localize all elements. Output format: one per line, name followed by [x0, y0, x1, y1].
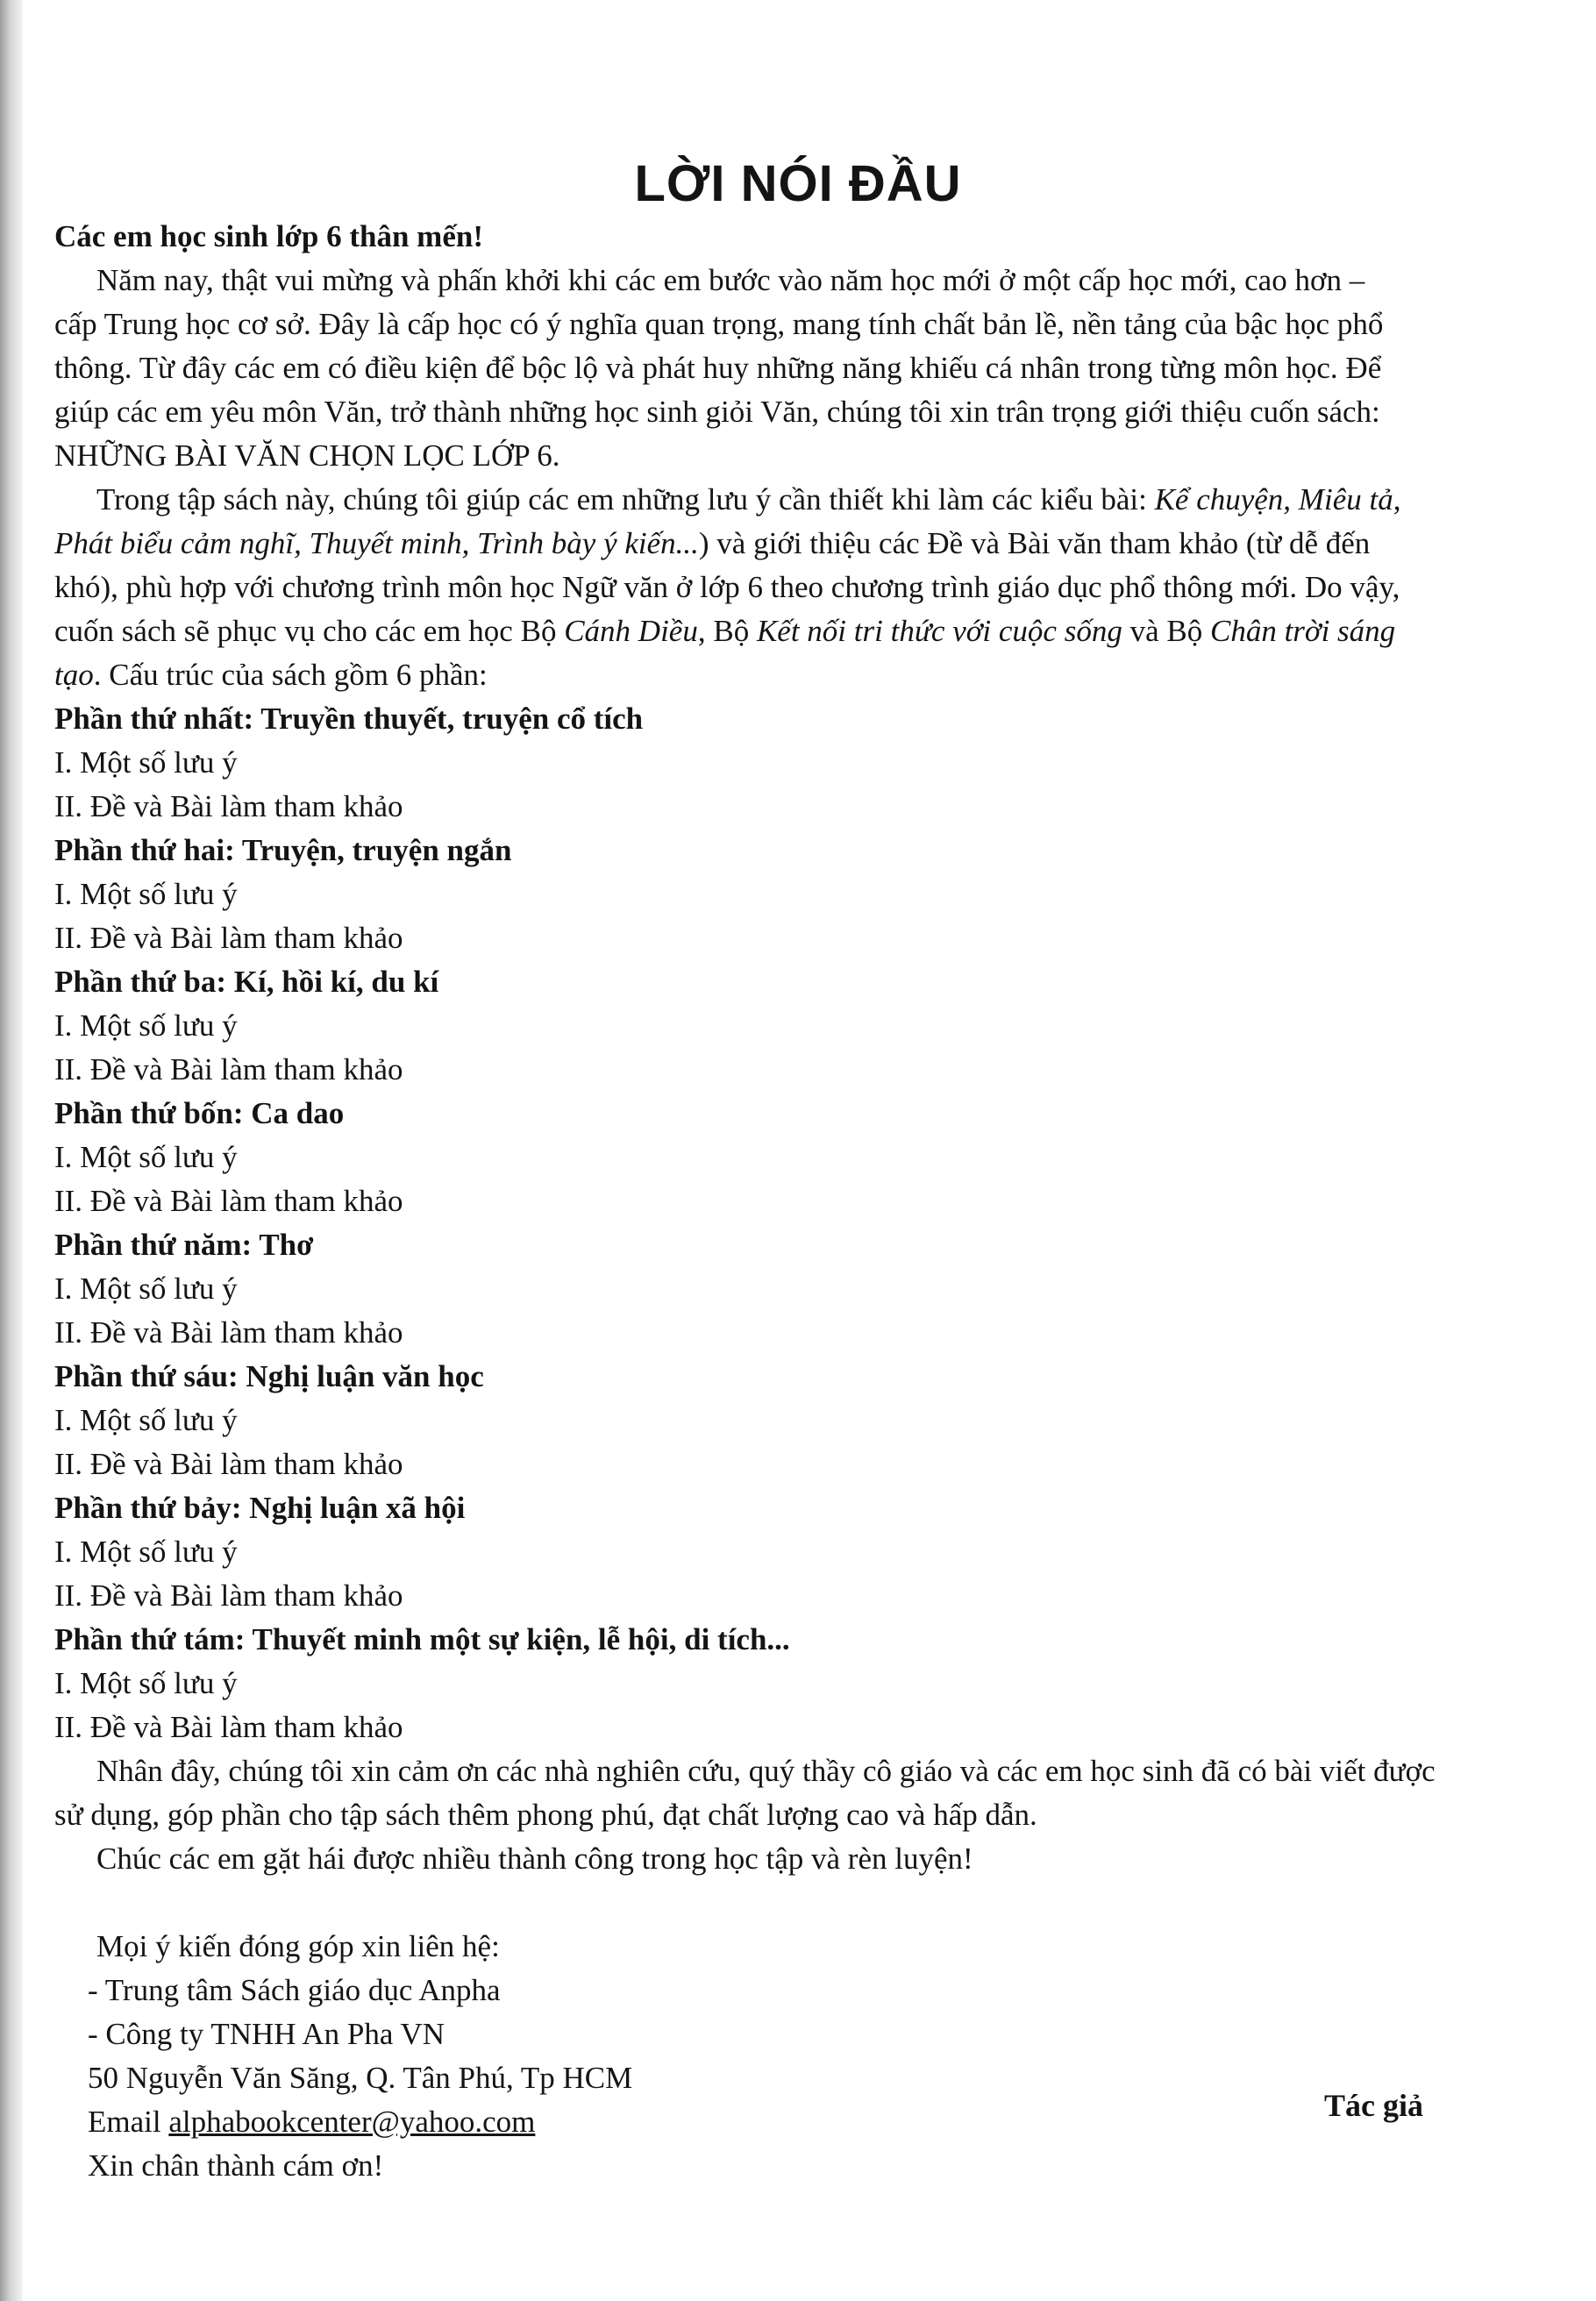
part-heading: Phần thứ bốn: Ca dao — [54, 1096, 345, 1130]
part-item: I. Một số lưu ý — [54, 1666, 238, 1700]
text-run: Trong tập sách này, chúng tôi giúp các em những lưu ý cần thiết khi làm các kiểu bài: — [96, 482, 1155, 516]
author-signature: Tác giả — [1324, 2088, 1423, 2123]
part-item: I. Một số lưu ý — [54, 1140, 238, 1174]
part-heading: Phần thứ sáu: Nghị luận văn học — [54, 1359, 484, 1393]
part-heading: Phần thứ ba: Kí, hồi kí, du kí — [54, 965, 439, 999]
italic-run: Phát biểu cảm nghĩ, Thuyết minh, Trình bày ý kiến... — [54, 526, 699, 560]
part-section — [54, 1355, 1532, 1486]
part-section — [54, 960, 1532, 1092]
part-section — [54, 697, 1532, 829]
book-spine-shadow — [0, 0, 23, 2301]
part-item: I. Một số lưu ý — [54, 745, 238, 780]
text-run: và Bộ — [1122, 614, 1210, 648]
part-section — [54, 829, 1532, 960]
closing-line: sử dụng, góp phần cho tập sách thêm phong phú, đạt chất lượng cao và hấp dẫn. — [54, 1798, 1037, 1832]
document-body — [54, 215, 1532, 2188]
part-item: I. Một số lưu ý — [54, 1403, 238, 1437]
part-heading: Phần thứ tám: Thuyết minh một sự kiện, lễ hội, di tích... — [54, 1622, 790, 1656]
italic-run: Kết nối tri thức với cuộc sống — [756, 614, 1122, 648]
italic-run: tạo — [54, 658, 94, 692]
greeting: Các em học sinh lớp 6 thân mến! — [54, 219, 483, 253]
email-label: Email — [88, 2105, 169, 2139]
part-item: II. Đề và Bài làm tham khảo — [54, 1710, 403, 1744]
intro-p2-line — [54, 522, 1532, 566]
text-run: . Cấu trúc của sách gồm 6 phần: — [93, 658, 488, 692]
part-section — [54, 1486, 1532, 1618]
intro-paragraph-1 — [54, 259, 1532, 478]
italic-run: Chân trời sáng — [1209, 614, 1396, 648]
intro-p2-line — [54, 478, 1532, 522]
italic-run: Kể chuyện, Miêu tả, — [1154, 482, 1401, 516]
intro-p1-line: NHỮNG BÀI VĂN CHỌN LỌC LỚP 6. — [54, 438, 560, 473]
email-link[interactable]: alphabookcenter@yahoo.com — [168, 2105, 536, 2139]
contact-address: 50 Nguyễn Văn Săng, Q. Tân Phú, Tp HCM — [88, 2061, 633, 2095]
parts-list — [54, 697, 1532, 1749]
part-item: I. Một số lưu ý — [54, 1535, 238, 1569]
contact-org: - Công ty TNHH An Pha VN — [88, 2017, 445, 2051]
contact-block — [54, 1925, 1532, 2188]
part-item: II. Đề và Bài làm tham khảo — [54, 1052, 403, 1086]
intro-p1-line: cấp Trung học cơ sở. Đây là cấp học có ý nghĩa quan trọng, mang tính chất bản lề, nền tảng của bậc học phổ — [54, 307, 1384, 341]
intro-p1-line: Năm nay, thật vui mừng và phấn khởi khi các em bước vào năm học mới ở một cấp học mới, cao hơn – — [96, 263, 1365, 297]
part-item: I. Một số lưu ý — [54, 1008, 238, 1043]
contact-intro: Mọi ý kiến đóng góp xin liên hệ: — [96, 1929, 500, 1963]
page-title: LỜI NÓI ĐẦU — [634, 155, 962, 212]
contact-org: - Trung tâm Sách giáo dục Anpha — [88, 1973, 501, 2007]
part-heading: Phần thứ bảy: Nghị luận xã hội — [54, 1491, 466, 1525]
text-run: cuốn sách sẽ phục vụ cho các em học Bộ — [54, 614, 565, 648]
contact-email-line — [54, 2100, 1532, 2144]
closing-line: Nhân đây, chúng tôi xin cảm ơn các nhà nghiên cứu, quý thầy cô giáo và các em học sinh đã có bài viết được — [96, 1754, 1436, 1788]
part-item: II. Đề và Bài làm tham khảo — [54, 1184, 403, 1218]
text-run: ) và giới thiệu các Đề và Bài văn tham khảo (từ dễ đến — [698, 526, 1371, 560]
intro-p2-line: khó), phù hợp với chương trình môn học Ngữ văn ở lớp 6 theo chương trình giáo dục phổ thông mới. Do vậy, — [54, 570, 1400, 604]
spacer — [54, 1881, 1532, 1925]
part-item: II. Đề và Bài làm tham khảo — [54, 1315, 403, 1350]
part-item: II. Đề và Bài làm tham khảo — [54, 1578, 403, 1613]
part-item: II. Đề và Bài làm tham khảo — [54, 921, 403, 955]
contact-thanks: Xin chân thành cám ơn! — [88, 2148, 384, 2183]
part-heading: Phần thứ năm: Thơ — [54, 1228, 314, 1262]
part-item: I. Một số lưu ý — [54, 877, 238, 911]
part-section — [54, 1223, 1532, 1355]
intro-p1-line: thông. Từ đây các em có điều kiện để bộc lộ và phát huy những năng khiếu cá nhân trong từng môn học. Để — [54, 351, 1382, 385]
part-section — [54, 1618, 1532, 1749]
part-section — [54, 1092, 1532, 1223]
intro-p2-line — [54, 609, 1532, 653]
intro-p2-line — [54, 653, 1532, 697]
part-heading: Phần thứ nhất: Truyền thuyết, truyện cổ tích — [54, 702, 644, 736]
text-run: , Bộ — [697, 614, 757, 648]
closing-wish: Chúc các em gặt hái được nhiều thành công trong học tập và rèn luyện! — [96, 1842, 973, 1876]
part-item: II. Đề và Bài làm tham khảo — [54, 789, 403, 823]
intro-p1-line: giúp các em yêu môn Văn, trở thành những học sinh giỏi Văn, chúng tôi xin trân trọng giới thiệu cuốn sách: — [54, 395, 1380, 429]
part-item: II. Đề và Bài làm tham khảo — [54, 1447, 403, 1481]
part-item: I. Một số lưu ý — [54, 1272, 238, 1306]
part-heading: Phần thứ hai: Truyện, truyện ngắn — [54, 833, 512, 867]
intro-paragraph-2 — [54, 478, 1532, 697]
italic-run: Cánh Diều — [564, 614, 698, 648]
closing-paragraph — [54, 1749, 1532, 1881]
